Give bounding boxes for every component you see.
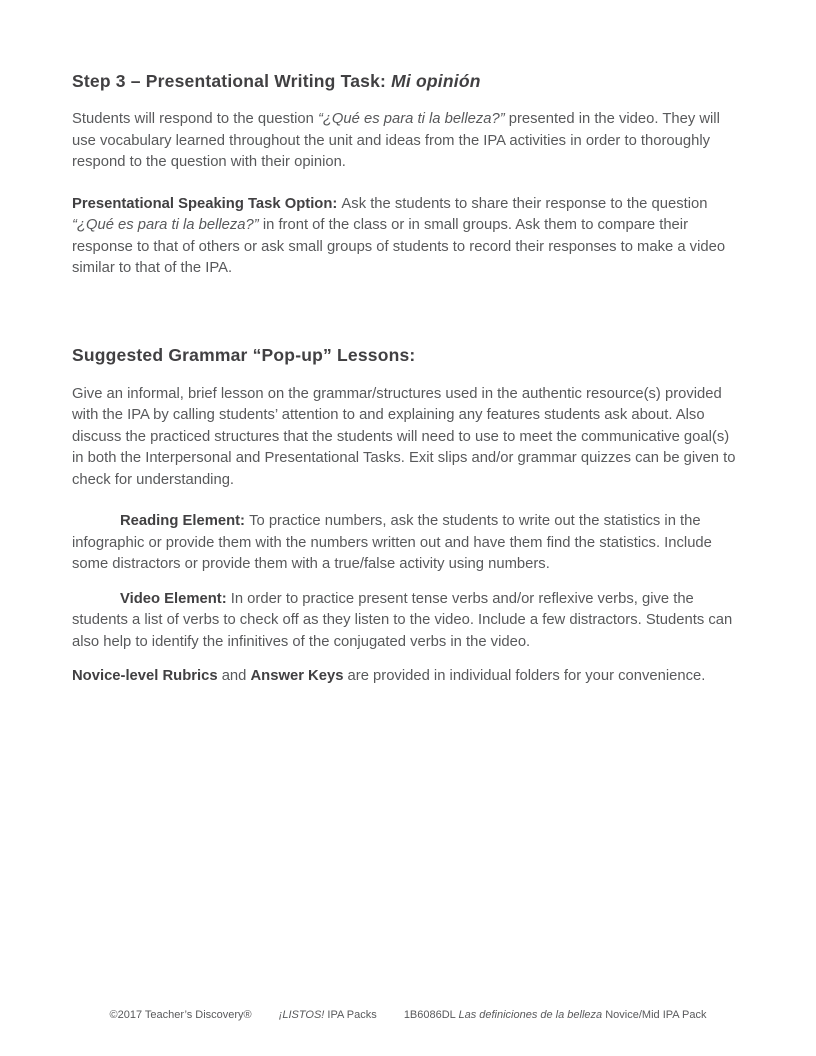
paragraph-presentational-speaking-task-option: Presentational Speaking Task Option: Ask the students to share their response to the question “¿Qué es para ti la belleza?” in front of the class or in small groups. Ask them to compare their response to that of others or ask small groups of students to record their responses to make a video similar to that of the IPA. <box>72 195 726 276</box>
paragraph-rubrics-answer-keys: Novice-level Rubrics and Answer Keys are provided in individual folders for your convenience. <box>72 668 706 684</box>
paragraph-video-element: Video Element: In order to practice present tense verbs and/or reflexive verbs, give the students a list of verbs to check off as they listen to the video. Include a few distractors. Students can also help to identify the infinitives of the conjugated verbs in the video. <box>72 590 733 650</box>
page-footer <box>0 1008 816 1022</box>
paragraph-writing-task-intro: Students will respond to the question “¿Qué es para ti la belleza?” presented in the video. They will use vocabulary learned throughout the unit and ideas from the IPA activities in order to thoroughly respond to the question with their opinion. <box>72 111 720 170</box>
document-content <box>72 70 744 701</box>
heading-step3-presentational-writing-task: Step 3 – Presentational Writing Task: Mi opinión <box>72 71 481 91</box>
heading-suggested-grammar-popup-lessons: Suggested Grammar “Pop-up” Lessons: <box>72 344 416 365</box>
footer-product-code: 1B6086DL Las definiciones de la belleza Novice/Mid IPA Pack <box>403 1009 707 1021</box>
paragraph-grammar-lessons: Give an informal, brief lesson on the grammar/structures used in the authentic resource(s) provided with the IPA by calling students’ attention to and explaining any features students ask about. Also discuss the practiced structures that the students will need to use to meet the communicative goal(s) in both the Interpersonal and Presentational Tasks. Exit slips and/or grammar quizzes can be given to check for understanding. <box>72 385 736 488</box>
footer-copyright: ©2017 Teacher’s Discovery® <box>109 1009 252 1021</box>
footer-series-name: ¡LISTOS! IPA Packs <box>278 1009 377 1021</box>
paragraph-reading-element: Reading Element: To practice numbers, ask the students to write out the statistics in the infographic or provide them with the numbers written out and have them find the statistics. Include some distractors or provide them with a true/false activity using numbers. <box>72 513 712 572</box>
